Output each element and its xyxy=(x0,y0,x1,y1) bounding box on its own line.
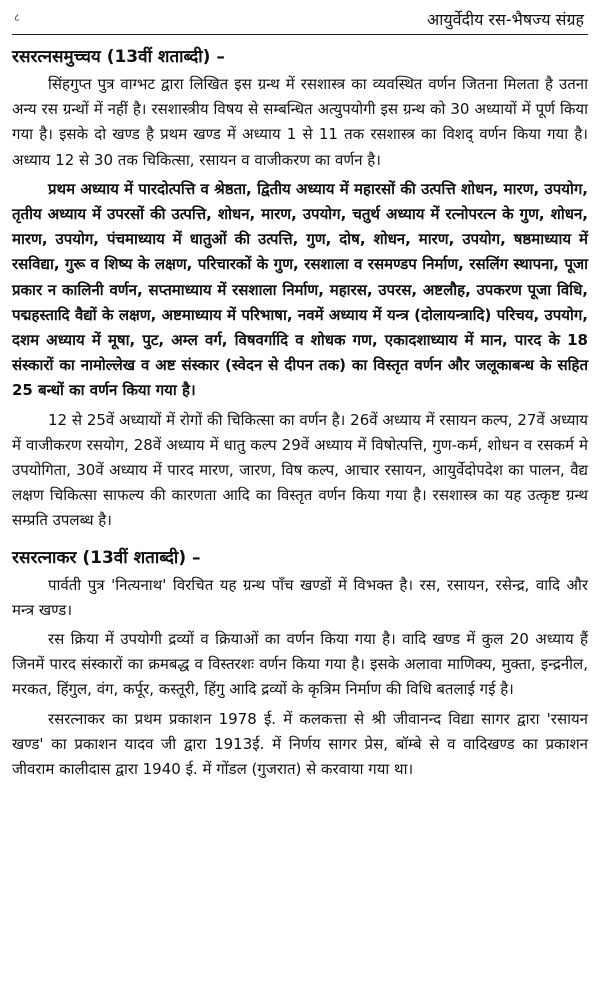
running-title: आयुर्वेदीय रस-भैषज्य संग्रह xyxy=(426,10,584,29)
paragraph: 12 से 25वें अध्यायों में रोगों की चिकित्सा का वर्णन है। 26वें अध्याय में रसायन कल्प, 27वें अध्याय में वाजीकरण रसयोग, 28वें अध्याय में धातु कल्प 29वें अध्याय में विषोत्पत्ति, गुण-कर्म, शोधन व रसकर्म मे उपयोगिता, 30वें अध्याय में पारद मारण, जारण, विष कल्प, आचार रसायन, आयुर्वेदोपदेश का पालन, वैद्य लक्षण चिकित्सा साफल्य की कारणता आदि का विस्तृत वर्णन किया गया है। रसशास्त्र का यह उत्कृष्ट ग्रन्थ सम्प्रति उपलब्ध है। xyxy=(12,410,588,530)
page-number: ८ xyxy=(14,11,20,24)
paragraph: पार्वती पुत्र 'नित्यनाथ' विरचित यह ग्रन्थ पाँच खण्डों में विभक्त है। रस, रसायन, रसेन्द्र, वादि और मन्त्र खण्ड। xyxy=(12,575,588,619)
section-rasaratnakar xyxy=(12,546,588,783)
paragraph: रसरत्नाकर का प्रथम प्रकाशन 1978 ई. में कलकत्ता से श्री जीवानन्द विद्या सागर द्वारा 'रसायन खण्ड' का प्रकाशन यादव जी द्वारा 1913ई. में निर्णय सागर प्रेस, बॉम्बे से व वादिखण्ड का प्रकाशन जीवराम कालीदास द्वारा 1940 ई. में गोंडल (गुजरात) से करवाया गया था। xyxy=(12,709,588,779)
paragraph: रस क्रिया में उपयोगी द्रव्यों व क्रियाओं का वर्णन किया गया है। वादि खण्ड में कुल 20 अध्याय हैं जिनमें पारद संस्कारों का क्रमबद्ध व विस्तरशः वर्णन किया गया है। इसके अलावा माणिक्य, मुक्ता, इन्द्रनील, मरकत, हिंगुल, वंग, कर्पूर, कस्तूरी, हिंगु आदि द्रव्यों के कृत्रिम निर्माण की विधि बतलाई गई है। xyxy=(12,630,588,699)
paragraph: सिंहगुप्त पुत्र वाग्भट द्वारा लिखित इस ग्रन्थ में रसशास्त्र का व्यवस्थित वर्णन जितना मिलता है उतना अन्य रस ग्रन्थों में नहीं है। रसशास्त्रीय विषय से सम्बन्धित अत्युपयोगी इस ग्रन्थ को 30 अध्यायों में पूर्ण किया गया है। इसके दो खण्ड है प्रथम खण्ड में अध्याय 1 से 11 तक रसशास्त्र का विशद् वर्णन किया गया है। अध्याय 12 से 30 तक चिकित्सा, रसायन व वाजीकरण का वर्णन है। xyxy=(12,75,588,169)
section-rasaratnasamuchchaya xyxy=(12,45,588,534)
section-heading: रसरत्नसमुच्चय (13वीं शताब्दी) – xyxy=(12,47,225,67)
page-header xyxy=(12,6,588,35)
paragraph: प्रथम अध्याय में पारदोत्पत्ति व श्रेष्ठता, द्वितीय अध्याय में महारसों की उत्पत्ति शोधन, मारण, उपयोग, तृतीय अध्याय में उपरसों की उत्पत्ति, शोधन, मारण, उपयोग, चतुर्थ अध्याय में रत्नोपरत्न के गुण, शोधन, मारण, उपयोग, पंचमाध्याय में धातुओं की उत्पत्ति, गुण, दोष, शोधन, मारण, उपयोग, षष्ठमाध्याय में रसविद्या, गुरू व शिष्य के लक्षण, परिचारकों के गुण, रसशाला व रसमण्डप निर्माण, रसलिंग स्थापना, पूजा प्रकार न कालिनी वर्णन, सप्तमाध्याय में रसशाला निर्माण, महारस, उपरस, अष्टलौह, उपकरण पूजा विधि, पद्महस्तादि वैद्यों के लक्षण, अष्टमाध्याय में परिभाषा, नवमें अध्याय में यन्त्र (दोलायन्त्रादि) परिचय, उपयोग, दशम अध्याय में मूषा, पुट, अम्ल वर्ग, विषवर्गादि व शोधक गण, एकादशाध्याय में मान, पारद के 18 संस्कारों का नामोल्लेख व अष्ट संस्कार (स्वेदन से दीपन तक) का विस्तृत वर्णन और जलूकाबन्ध के सहित 25 बन्धों का वर्णन किया गया है। xyxy=(12,179,588,400)
section-heading: रसरत्नाकर (13वीं शताब्दी) – xyxy=(12,547,201,568)
